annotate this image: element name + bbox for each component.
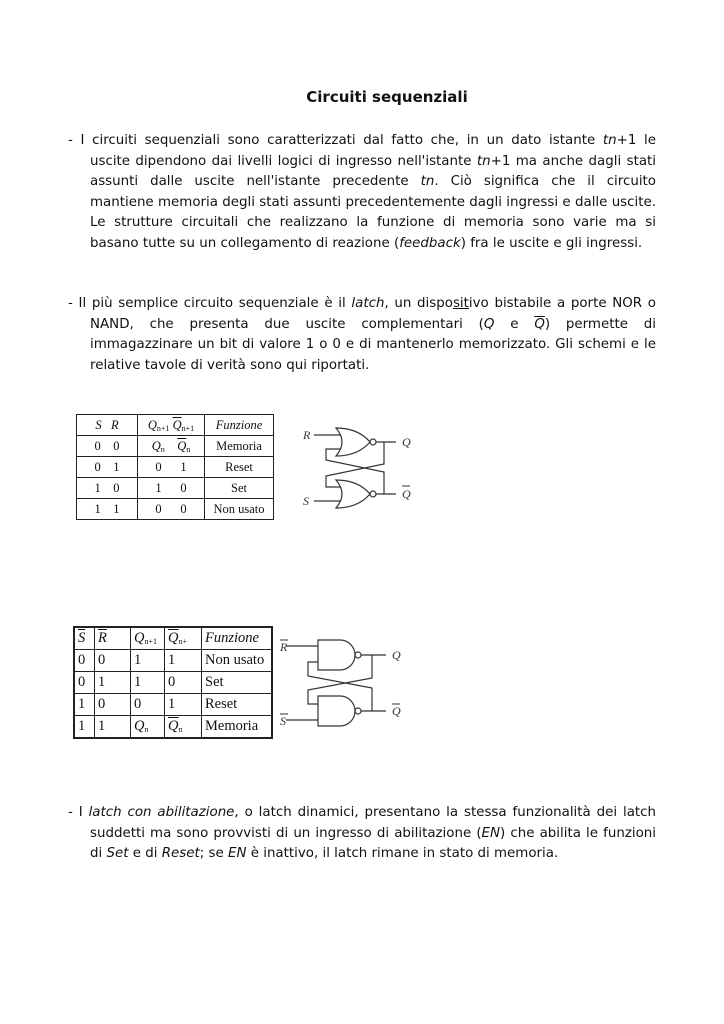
italic-term: Reset <box>161 846 200 861</box>
table-cell: 1 <box>74 716 95 739</box>
inverter-bubble <box>370 439 376 445</box>
italic-term: tn <box>420 174 435 189</box>
text-run: +1 ma anche dagli stati <box>490 153 656 169</box>
text-run: ) fra le uscite e gli ingressi. <box>460 235 643 251</box>
text-run: assunti dalle uscite nell'istante precedente <box>90 174 421 189</box>
text-run: , o latch dinamici, presentano la stessa funzionalità dei latch <box>234 805 656 820</box>
label-s-bar: S <box>280 714 286 728</box>
table-cell: 0 <box>165 672 202 694</box>
cell-value: 0 <box>180 501 187 516</box>
text-line: mantiene memoria degli stati assunti precedentemente dagli ingressi e dalle uscite. <box>90 194 656 210</box>
text-run: - I circuiti sequenziali sono caratterizzati dal fatto che, in un dato istante <box>68 133 603 148</box>
table-cell: Set <box>202 672 273 694</box>
cell-value: 0 <box>180 480 187 495</box>
nor-gate-top <box>336 428 370 456</box>
header-q-bar: $\overline{Q}$ <box>172 417 182 432</box>
text-run: di <box>90 846 107 861</box>
table-row <box>74 672 272 694</box>
italic-term: Set <box>106 846 129 861</box>
subscript: n+1 <box>181 423 195 433</box>
cell-value: 0 <box>113 480 120 495</box>
header-funzione: Funzione <box>215 417 263 432</box>
cell-value: 0 <box>94 459 101 474</box>
italic-term: latch con abilitazione <box>88 805 235 820</box>
text-line <box>68 803 656 824</box>
table-row <box>74 694 272 716</box>
q-symbol: Q <box>483 316 495 332</box>
cell-value: $\overline{Q}$ <box>177 438 187 453</box>
table-row <box>77 436 274 457</box>
text-run: uscite dipendono dai livelli logici di ingresso nell'istante <box>90 153 477 169</box>
subscript: n <box>186 444 191 454</box>
table-cell: 1 <box>95 716 131 739</box>
text-line <box>68 315 656 336</box>
text-run: +1 le <box>616 133 656 148</box>
inverter-bubble <box>355 652 361 658</box>
table-cell: 1 <box>131 650 165 672</box>
label-q-bar: Q <box>392 704 401 718</box>
q-bar-symbol: $\overline{Q}$ <box>534 316 545 332</box>
cell-value: 0 <box>94 438 101 453</box>
italic-term: tn <box>476 153 491 169</box>
inverter-bubble <box>370 491 376 497</box>
text-run: e di <box>128 846 162 861</box>
table-cell: Non usato <box>205 499 274 520</box>
table-row <box>77 478 274 499</box>
subscript: n+1 <box>144 637 157 646</box>
nand-truth-table <box>73 626 273 739</box>
cell-value: 1 <box>180 459 187 474</box>
text-run: suddetti ma sono provvisti di un ingresso di abilitazione ( <box>90 825 482 841</box>
header-q-bar: $\overline{Q}$ <box>168 630 179 646</box>
label-q: Q <box>392 648 401 662</box>
label-r-bar: R <box>280 640 288 654</box>
table-cell: 0 <box>74 650 95 672</box>
label-q: Q <box>402 435 411 449</box>
header-cell <box>202 627 273 650</box>
cell-value: Q <box>151 438 161 453</box>
text-line: Le strutture circuitali che realizzano la funzione di memoria sono varie ma si <box>90 215 656 230</box>
label-q-bar: Q <box>402 487 411 501</box>
label-s: S <box>303 494 309 508</box>
text-line <box>68 131 656 152</box>
header-funzione: Funzione <box>205 630 259 646</box>
table-cell: 0 <box>95 694 131 716</box>
table-row <box>77 499 274 520</box>
text-run: e <box>494 316 535 332</box>
subscript: n+1 <box>156 423 170 433</box>
header-cell <box>131 627 165 650</box>
table-cell: Set <box>205 478 274 499</box>
text-line <box>68 172 656 193</box>
text-run: NAND, che presenta due uscite complementari ( <box>90 316 484 332</box>
header-q: Q <box>134 630 145 646</box>
italic-term: latch <box>351 296 385 311</box>
text-run: ivo bistabile a porte NOR o <box>468 296 656 311</box>
table-cell <box>165 716 202 739</box>
nor-gate-bottom <box>336 480 370 508</box>
table-row <box>74 716 272 739</box>
table-cell: 0 <box>74 672 95 694</box>
header-cell <box>74 627 95 650</box>
table-cell: 0 <box>131 694 165 716</box>
nor-truth-table <box>76 414 274 520</box>
table-header-row <box>74 627 272 650</box>
table-cell: Memoria <box>205 436 274 457</box>
table-cell <box>77 499 138 520</box>
text-run: - Il più semplice circuito sequenziale è il <box>68 296 352 311</box>
header-s-bar: $\overline{S}$ <box>78 630 86 646</box>
header-s: S <box>95 417 102 432</box>
text-line <box>68 234 656 255</box>
underlined-text: sit <box>452 296 469 311</box>
table-cell: Reset <box>205 457 274 478</box>
table-cell <box>138 457 205 478</box>
subscript: n <box>144 725 149 734</box>
text-run: , un dispo <box>384 296 453 311</box>
text-run: basano tutte su un collegamento di reazione ( <box>90 235 400 251</box>
label-r: R <box>303 428 311 442</box>
table-cell: Non usato <box>202 650 273 672</box>
paragraph-intro <box>68 131 656 254</box>
text-line <box>68 152 656 173</box>
text-line: relative tavole di verità sono qui riportati. <box>90 357 370 373</box>
table-row <box>74 650 272 672</box>
table-cell: 0 <box>95 650 131 672</box>
italic-term: tn <box>602 133 617 148</box>
text-line: immagazzinare un bit di valore 1 o 0 e di mantenerlo memorizzato. Gli schemi e le <box>90 337 656 352</box>
table-cell <box>138 499 205 520</box>
nand-gate-top <box>318 640 355 670</box>
text-line <box>68 844 656 865</box>
cell-value: 1 <box>94 480 101 495</box>
text-run: - I <box>68 805 89 820</box>
cell-value: $\overline{Q}$ <box>168 718 179 734</box>
table-cell: 1 <box>165 694 202 716</box>
nor-latch-diagram <box>300 418 430 528</box>
table-cell <box>77 436 138 457</box>
cell-value: 0 <box>155 459 162 474</box>
text-run: ) permette di <box>544 316 656 332</box>
header-cell <box>205 415 274 436</box>
cell-value: Q <box>134 718 145 734</box>
italic-term: EN <box>481 825 501 841</box>
page-title: Circuiti sequenziali <box>306 88 468 106</box>
text-run: ) che abilita le funzioni <box>500 825 656 841</box>
text-line <box>68 294 656 315</box>
nand-latch-diagram <box>278 628 414 740</box>
nand-gate-bottom <box>318 696 355 726</box>
table-cell: 1 <box>165 650 202 672</box>
text-line <box>68 824 656 845</box>
table-cell: 1 <box>95 672 131 694</box>
subscript: n+ <box>178 637 187 646</box>
text-run: . Ciò significa che il circuito <box>434 174 656 189</box>
header-r: R <box>110 417 119 432</box>
italic-term: EN <box>227 846 247 861</box>
text-run: è inattivo, il latch rimane in stato di memoria. <box>246 846 559 861</box>
table-row <box>77 457 274 478</box>
header-cell <box>138 415 205 436</box>
header-cell <box>77 415 138 436</box>
table-cell <box>77 478 138 499</box>
table-cell: Memoria <box>202 716 273 739</box>
paragraph-latch <box>68 294 656 376</box>
cell-value: 1 <box>155 480 162 495</box>
subscript: n <box>160 444 165 454</box>
cell-value: 0 <box>155 501 162 516</box>
cell-value: 0 <box>113 438 120 453</box>
text-run: ; se <box>199 846 228 861</box>
table-cell <box>77 457 138 478</box>
header-cell <box>95 627 131 650</box>
header-q: Q <box>147 417 157 432</box>
paragraph-enabled-latch <box>68 803 656 865</box>
cell-value: 1 <box>113 501 120 516</box>
cell-value: 1 <box>113 459 120 474</box>
header-cell <box>165 627 202 650</box>
cell-value: 1 <box>94 501 101 516</box>
table-cell: 1 <box>131 672 165 694</box>
table-cell <box>131 716 165 739</box>
header-r-bar: $\overline{R}$ <box>98 630 107 646</box>
inverter-bubble <box>355 708 361 714</box>
table-cell <box>138 436 205 457</box>
italic-term: feedback <box>399 235 461 251</box>
table-header-row <box>77 415 274 436</box>
table-cell <box>138 478 205 499</box>
subscript: n <box>178 725 183 734</box>
table-cell: Reset <box>202 694 273 716</box>
table-cell: 1 <box>74 694 95 716</box>
